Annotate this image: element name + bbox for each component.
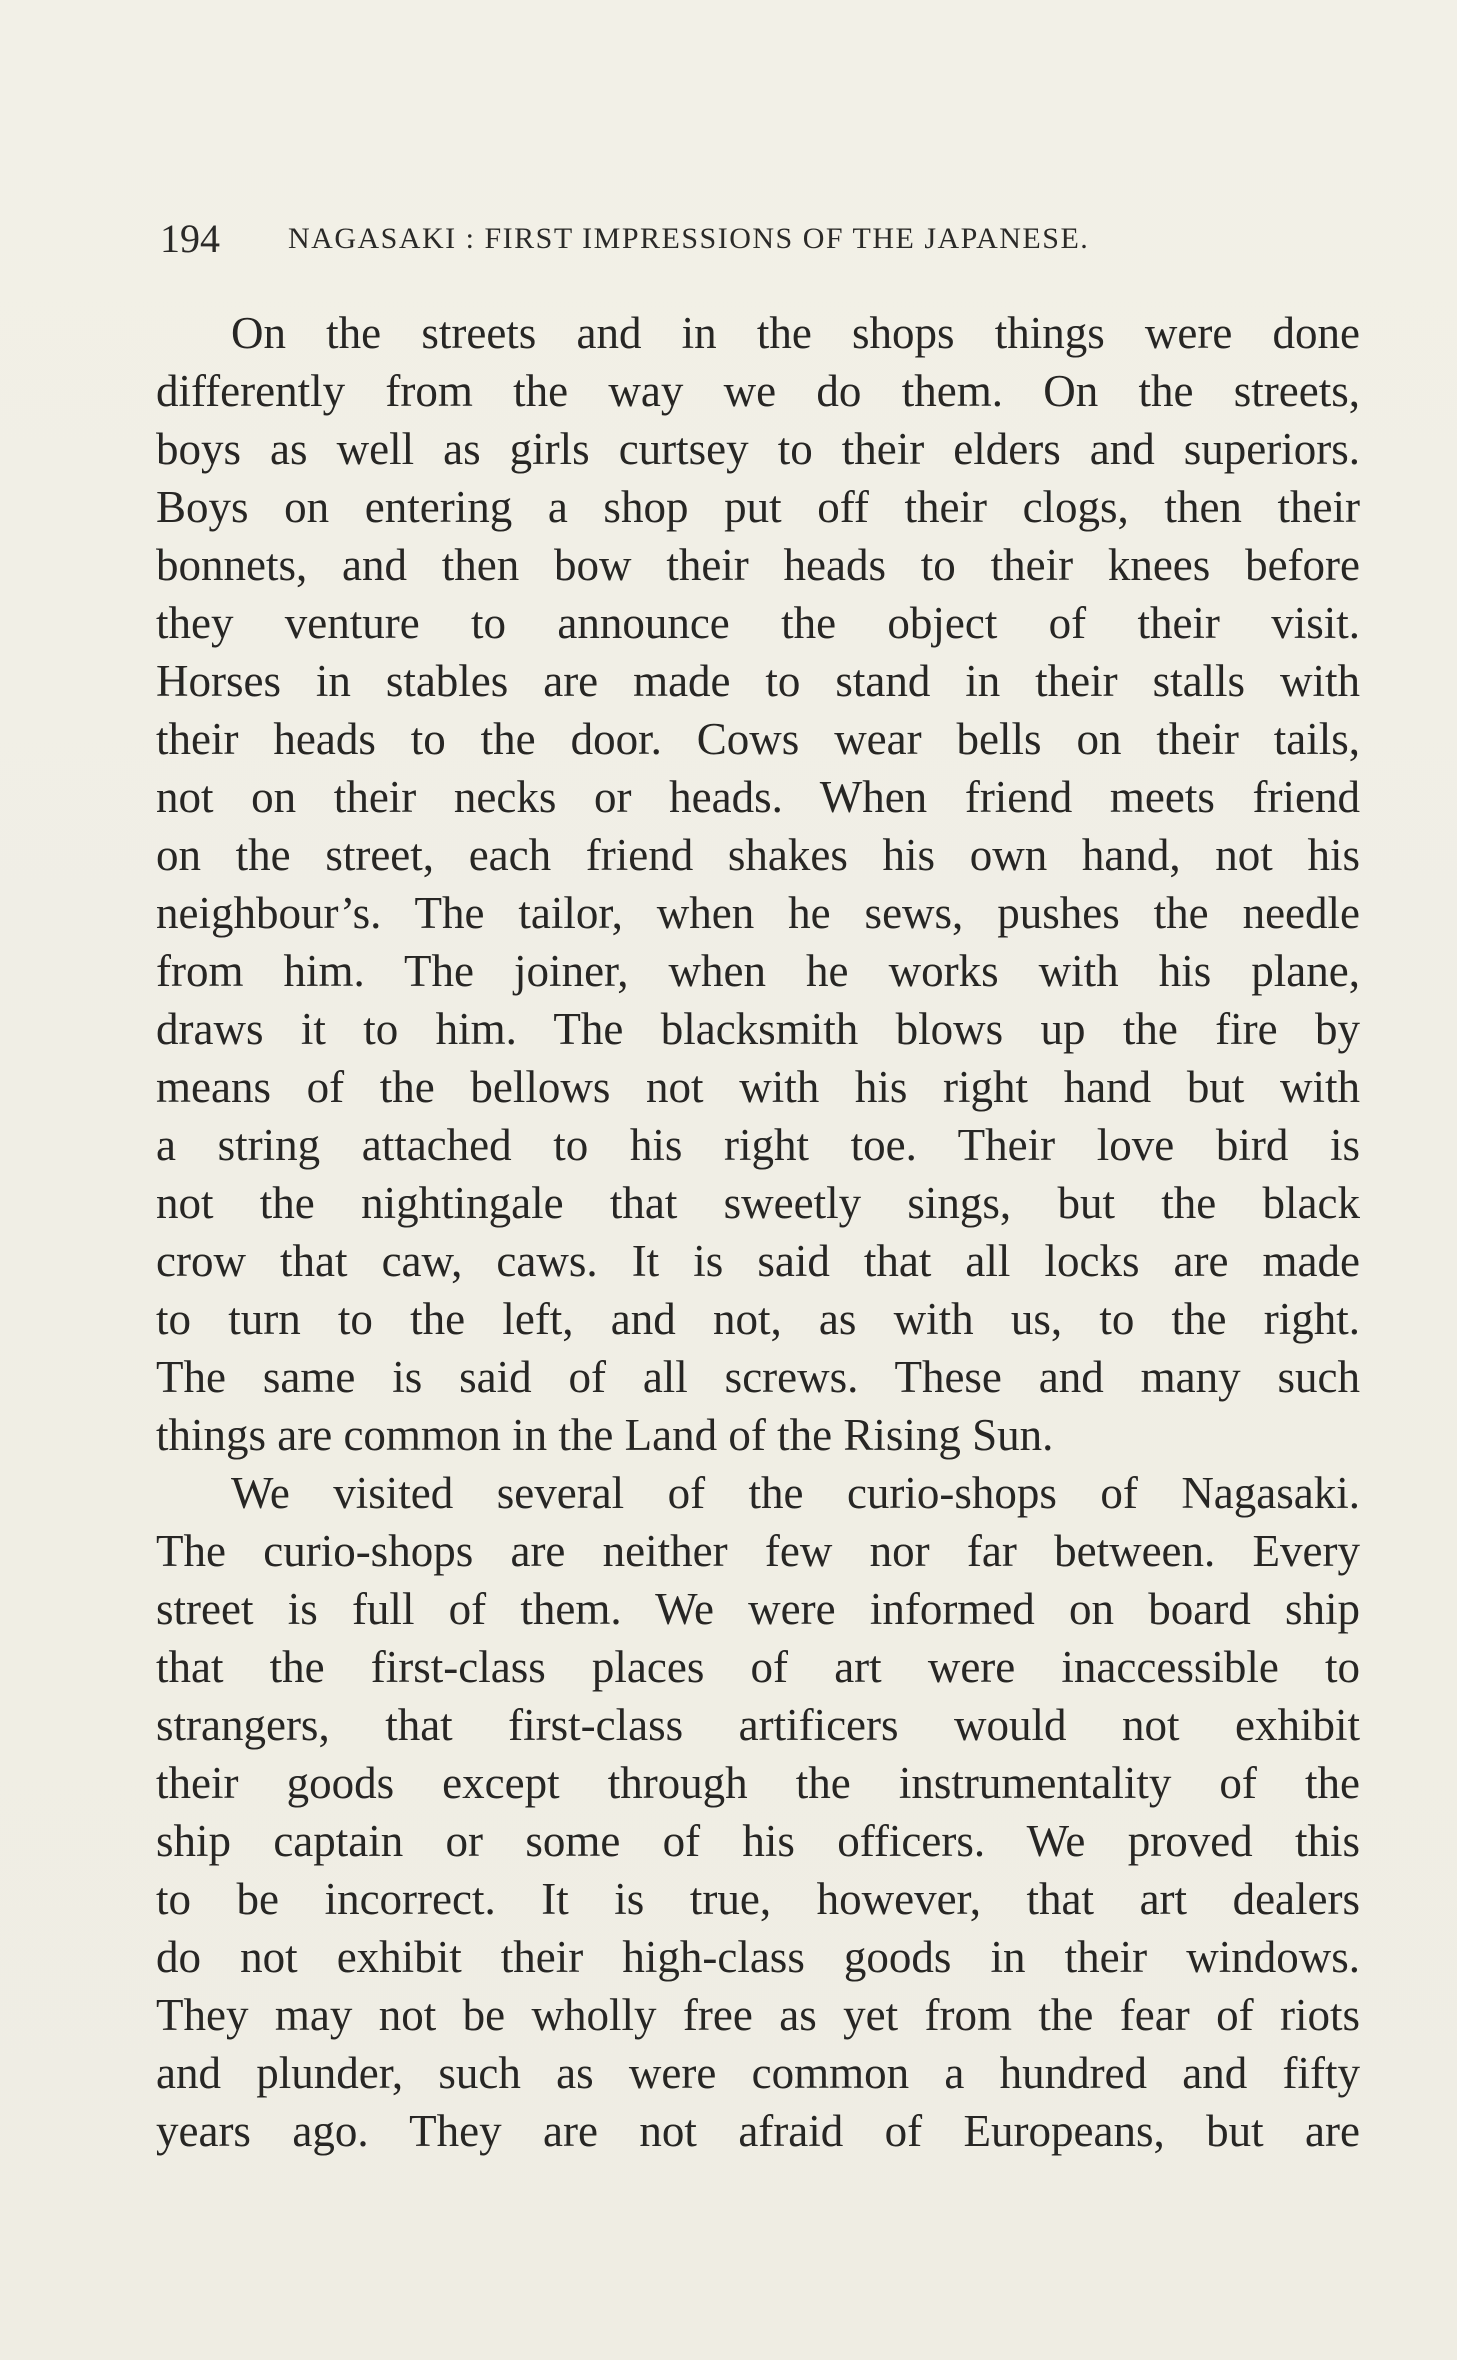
text-line: things are common in the Land of the Rising Sun. <box>156 1410 1054 1460</box>
text-line: that the first-class places of art were inaccessible to <box>156 1642 1360 1692</box>
text-line: draws it to him. The blacksmith blows up the fire by <box>156 1004 1360 1054</box>
page-number: 194 <box>160 216 220 261</box>
text-line: On the streets and in the shops things were done <box>231 308 1360 358</box>
page-header <box>160 214 1360 264</box>
text-line: not the nightingale that sweetly sings, but the black <box>156 1178 1360 1228</box>
text-line: We visited several of the curio-shops of Nagasaki. <box>231 1468 1360 1518</box>
text-line: a string attached to his right toe. Their love bird is <box>156 1120 1360 1170</box>
text-line: Boys on entering a shop put off their clogs, then their <box>156 482 1360 532</box>
text-line: They may not be wholly free as yet from the fear of riots <box>156 1990 1360 2040</box>
text-line: differently from the way we do them. On the streets, <box>156 366 1360 416</box>
text-line: strangers, that first-class artificers would not exhibit <box>156 1700 1360 1750</box>
text-line: not on their necks or heads. When friend meets friend <box>156 772 1360 822</box>
text-line: Horses in stables are made to stand in their stalls with <box>156 656 1360 706</box>
text-line: The same is said of all screws. These and many such <box>156 1352 1360 1402</box>
text-line: their goods except through the instrumentality of the <box>156 1758 1360 1808</box>
text-line: years ago. They are not afraid of Europeans, but are <box>156 2106 1360 2156</box>
text-line: crow that caw, caws. It is said that all locks are made <box>156 1236 1360 1286</box>
running-title: NAGASAKI : FIRST IMPRESSIONS OF THE JAPANESE. <box>288 222 1090 255</box>
text-line: and plunder, such as were common a hundred and fifty <box>156 2048 1360 2098</box>
body-text <box>156 304 1360 2160</box>
text-line: The curio-shops are neither few nor far between. Every <box>156 1526 1360 1576</box>
text-line: bonnets, and then bow their heads to their knees before <box>156 540 1360 590</box>
text-line: do not exhibit their high-class goods in their windows. <box>156 1932 1360 1982</box>
text-line: boys as well as girls curtsey to their elders and superiors. <box>156 424 1360 474</box>
text-line: from him. The joiner, when he works with his plane, <box>156 946 1360 996</box>
text-line: to turn to the left, and not, as with us, to the right. <box>156 1294 1360 1344</box>
text-line: ship captain or some of his officers. We proved this <box>156 1816 1360 1866</box>
text-line: on the street, each friend shakes his own hand, not his <box>156 830 1360 880</box>
text-line: means of the bellows not with his right hand but with <box>156 1062 1360 1112</box>
text-line: street is full of them. We were informed on board ship <box>156 1584 1360 1634</box>
text-line: their heads to the door. Cows wear bells on their tails, <box>156 714 1360 764</box>
text-line: neighbour’s. The tailor, when he sews, pushes the needle <box>156 888 1360 938</box>
text-line: to be incorrect. It is true, however, that art dealers <box>156 1874 1360 1924</box>
text-line: they venture to announce the object of their visit. <box>156 598 1360 648</box>
